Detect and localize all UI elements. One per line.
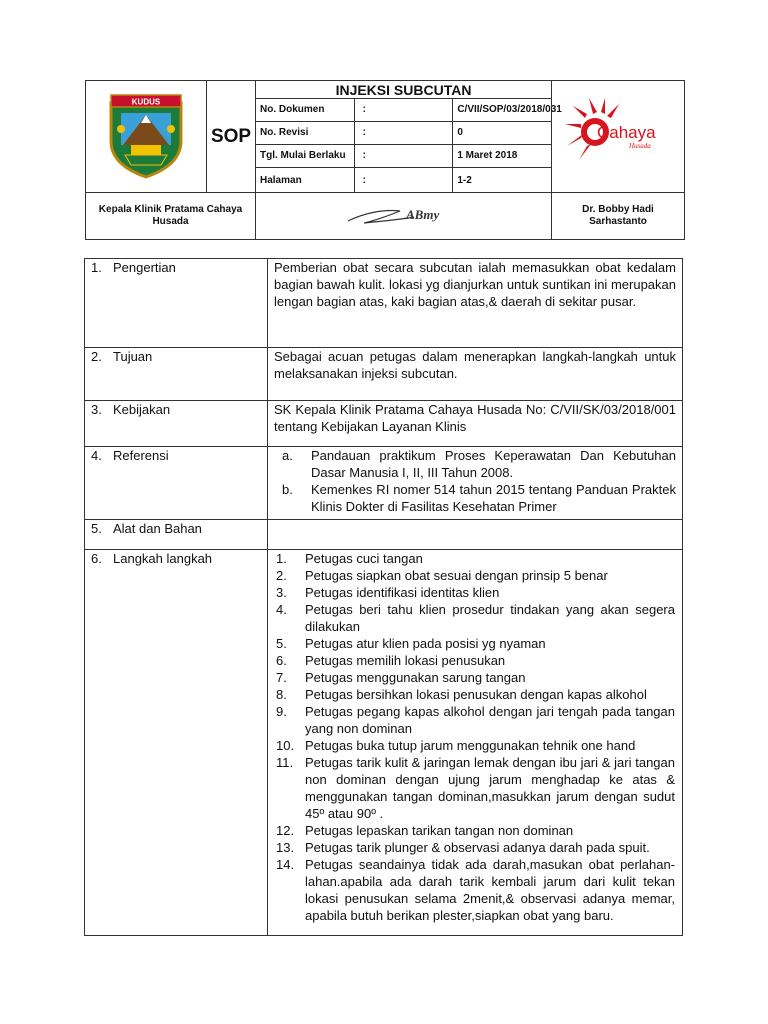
- row-label-referensi: 4. Referensi: [85, 447, 268, 520]
- list-item: 3. Petugas identifikasi identitas klien: [276, 585, 500, 600]
- row-text-pengertian: Pemberian obat secara subcutan ialah memasukkan obat kedalam bagian bawah kulit. lokasi yg dianjurkan untuk suntikan ini merupakan lengan bagian atas, kaki bagian atas,& daerah di sekitar pusar.: [268, 259, 683, 348]
- sop-content-table: [84, 258, 683, 936]
- meta-label-halaman: Halaman: [256, 168, 355, 193]
- meta-colon: :: [354, 121, 453, 144]
- list-item: 4. Petugas beri tahu klien prosedur tindakan yang akan segera dilakukan: [276, 602, 675, 634]
- list-item: 8. Petugas bersihkan lokasi penusukan dengan kapas alkohol: [276, 687, 647, 702]
- row-label-alat-bahan: 5. Alat dan Bahan: [85, 520, 268, 550]
- cahaya-logo-name: Cahaya: [597, 123, 656, 142]
- list-item: a. Pandauan praktikum Proses Keperawatan Dan Kebutuhan Dasar Manusia I, II, III Tahun 2008.: [282, 448, 676, 480]
- meta-colon: :: [354, 168, 453, 193]
- page-title: INJEKSI SUBCUTAN: [256, 81, 552, 99]
- logo-text: KUDUS: [131, 97, 161, 107]
- list-item: 6. Petugas memilih lokasi penusukan: [276, 653, 506, 668]
- meta-label-tgl-berlaku: Tgl. Mulai Berlaku: [256, 144, 355, 167]
- list-item: 7. Petugas menggunakan sarung tangan: [276, 670, 526, 685]
- list-item: 9. Petugas pegang kapas alkohol dengan jari tengah pada tangan yang non dominan: [276, 704, 675, 736]
- row-text-tujuan: Sebagai acuan petugas dalam menerapkan langkah-langkah untuk melaksanakan injeksi subcutan.: [268, 348, 683, 401]
- signature-text: ABmy: [405, 207, 439, 222]
- meta-value-no-revisi: 0: [453, 121, 552, 144]
- cahaya-logo-cell: [552, 81, 685, 193]
- sop-label: SOP: [207, 81, 256, 193]
- list-item: 14. Petugas seandainya tidak ada darah,masukan obat perlahan-lahan.apabila ada darah tarik kembali jarum dari kulit tekan lokasi penusukan selama 2menit,& observasi adanya memar, apabila butuh berikan plester,siapkan obat yang baru.: [276, 857, 675, 923]
- meta-label-no-revisi: No. Revisi: [256, 121, 355, 144]
- list-item: b. Kemenkes RI nomer 514 tahun 2015 tentang Panduan Praktek Klinis Dokter di Fasilitas Kesehatan Primer: [282, 482, 676, 514]
- signature-image: [344, 199, 464, 229]
- meta-colon: :: [354, 99, 453, 122]
- list-item: 1. Petugas cuci tangan: [276, 551, 423, 566]
- signature-cell: [256, 193, 552, 240]
- row-label-langkah: 6. Langkah langkah: [85, 550, 268, 936]
- list-item: 2. Petugas siapkan obat sesuai dengan prinsip 5 benar: [276, 568, 608, 583]
- list-item: 5. Petugas atur klien pada posisi yg nyaman: [276, 636, 546, 651]
- header-table: [85, 80, 685, 240]
- row-label-tujuan: 2. Tujuan: [85, 348, 268, 401]
- meta-label-no-dokumen: No. Dokumen: [256, 99, 355, 122]
- meta-value-no-dokumen: C/VII/SOP/03/2018/031: [453, 99, 552, 122]
- meta-value-tgl-berlaku: 1 Maret 2018: [453, 144, 552, 167]
- kudus-emblem-icon: [101, 89, 191, 179]
- cahaya-husada-logo-icon: [563, 94, 673, 174]
- row-label-kebijakan: 3. Kebijakan: [85, 401, 268, 447]
- row-text-referensi: [268, 447, 683, 520]
- list-item: 13. Petugas tarik plunger & observasi adanya darah pada spuit.: [276, 840, 650, 855]
- kudus-logo-cell: [86, 81, 207, 193]
- row-text-alat-bahan: [268, 520, 683, 550]
- row-text-kebijakan: SK Kepala Klinik Pratama Cahaya Husada No: C/VII/SK/03/2018/001 tentang Kebijakan Layanan Klinis: [268, 401, 683, 447]
- list-item: 10. Petugas buka tutup jarum menggunakan tehnik one hand: [276, 738, 636, 753]
- right-signer: Dr. Bobby Hadi Sarhastanto: [552, 193, 685, 240]
- list-item: 12. Petugas lepaskan tarikan tangan non dominan: [276, 823, 574, 838]
- meta-value-halaman: 1-2: [453, 168, 552, 193]
- cahaya-logo-sub: Husada: [629, 142, 651, 150]
- list-item: 11. Petugas tarik kulit & jaringan lemak dengan ibu jari & jari tangan non dominan dengan ujung jarum menghadap ke atas & menggunakan tangan dominan,masukkan jarum dengan sudut 45º atau 90º .: [276, 755, 675, 821]
- left-signer: Kepala Klinik Pratama Cahaya Husada: [86, 193, 256, 240]
- row-label-pengertian: 1. Pengertian: [85, 259, 268, 348]
- row-text-langkah: [268, 550, 683, 936]
- meta-colon: :: [354, 144, 453, 167]
